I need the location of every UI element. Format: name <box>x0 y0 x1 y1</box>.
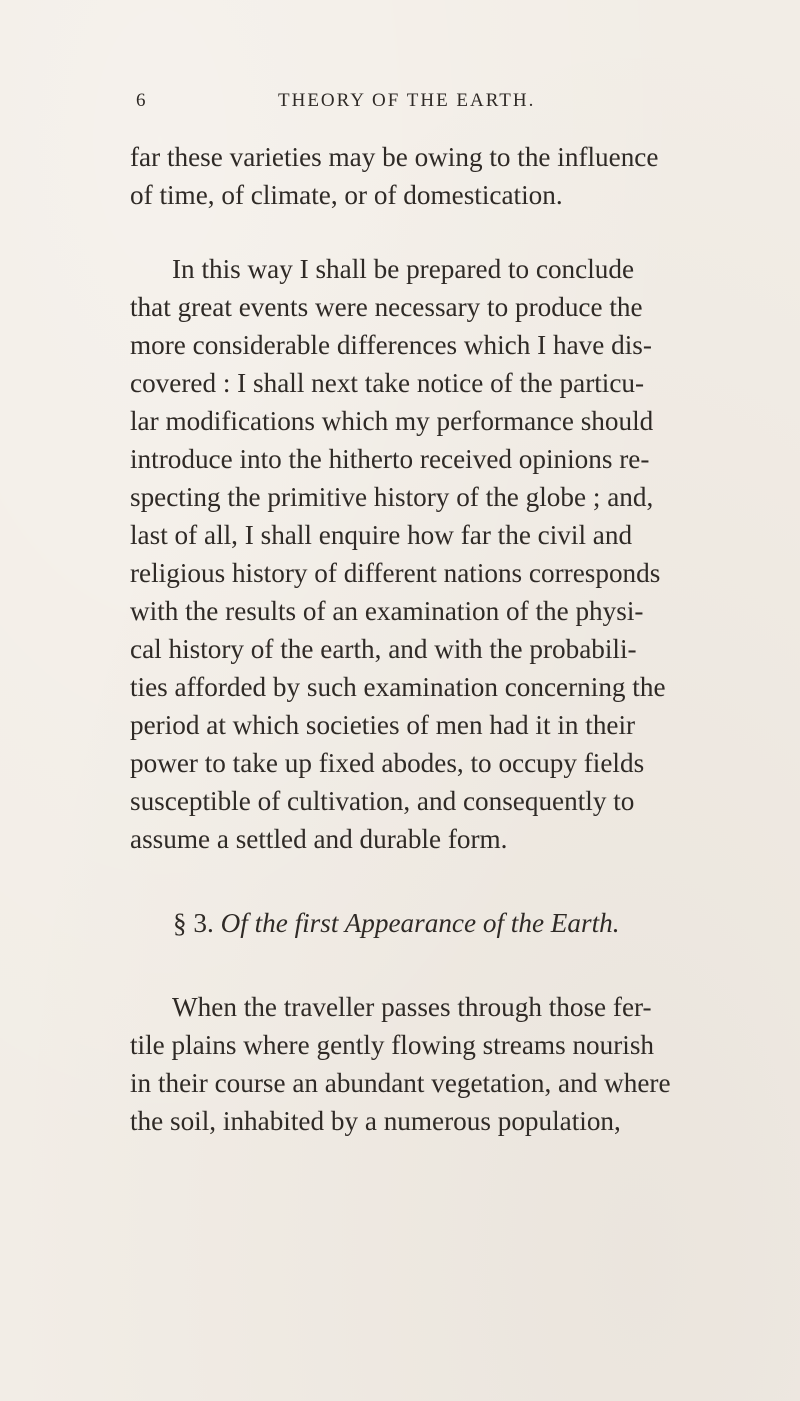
text-line: introduce into the hitherto received opinions re- <box>130 444 650 474</box>
page-number: 6 <box>136 90 147 111</box>
text-line: far these varieties may be owing to the influence <box>130 142 659 172</box>
running-title: THEORY OF THE EARTH. <box>278 90 536 111</box>
text-line: power to take up fixed abodes, to occupy fields <box>130 748 645 778</box>
text-line: tile plains where gently flowing streams nourish <box>130 1030 655 1060</box>
text-line: of time, of climate, or of domestication. <box>130 180 563 210</box>
text-line: that great events were necessary to produce the <box>130 292 643 322</box>
text-line: susceptible of cultivation, and consequently to <box>130 786 635 816</box>
paragraph-1 <box>130 138 736 214</box>
text-line: in their course an abundant vegetation, and where <box>130 1068 671 1098</box>
paragraph-3 <box>130 988 736 1140</box>
paragraph-2 <box>130 250 736 858</box>
text-line: the soil, inhabited by a numerous population, <box>130 1106 621 1136</box>
text-line: more considerable differences which I have dis- <box>130 330 652 360</box>
text-line: with the results of an examination of the physi- <box>130 596 644 626</box>
text-line: specting the primitive history of the globe ; and, <box>130 482 654 512</box>
text-line: covered : I shall next take notice of the particu- <box>130 368 645 398</box>
text-line: assume a settled and durable form. <box>130 824 508 854</box>
text-line: religious history of different nations corresponds <box>130 558 661 588</box>
section-heading <box>130 904 736 942</box>
body-text <box>130 138 736 1140</box>
running-head <box>0 90 800 120</box>
text-line: lar modifications which my performance should <box>130 406 654 436</box>
section-number: § 3. <box>173 908 214 938</box>
text-line: When the traveller passes through those fer- <box>172 992 652 1022</box>
text-line: last of all, I shall enquire how far the civil and <box>130 520 633 550</box>
section-title: Of the first Appearance of the Earth. <box>220 908 620 938</box>
text-line: In this way I shall be prepared to conclude <box>172 254 635 284</box>
text-line: cal history of the earth, and with the probabili- <box>130 634 637 664</box>
text-line: period at which societies of men had it in their <box>130 710 636 740</box>
text-line: ties afforded by such examination concerning the <box>130 672 666 702</box>
